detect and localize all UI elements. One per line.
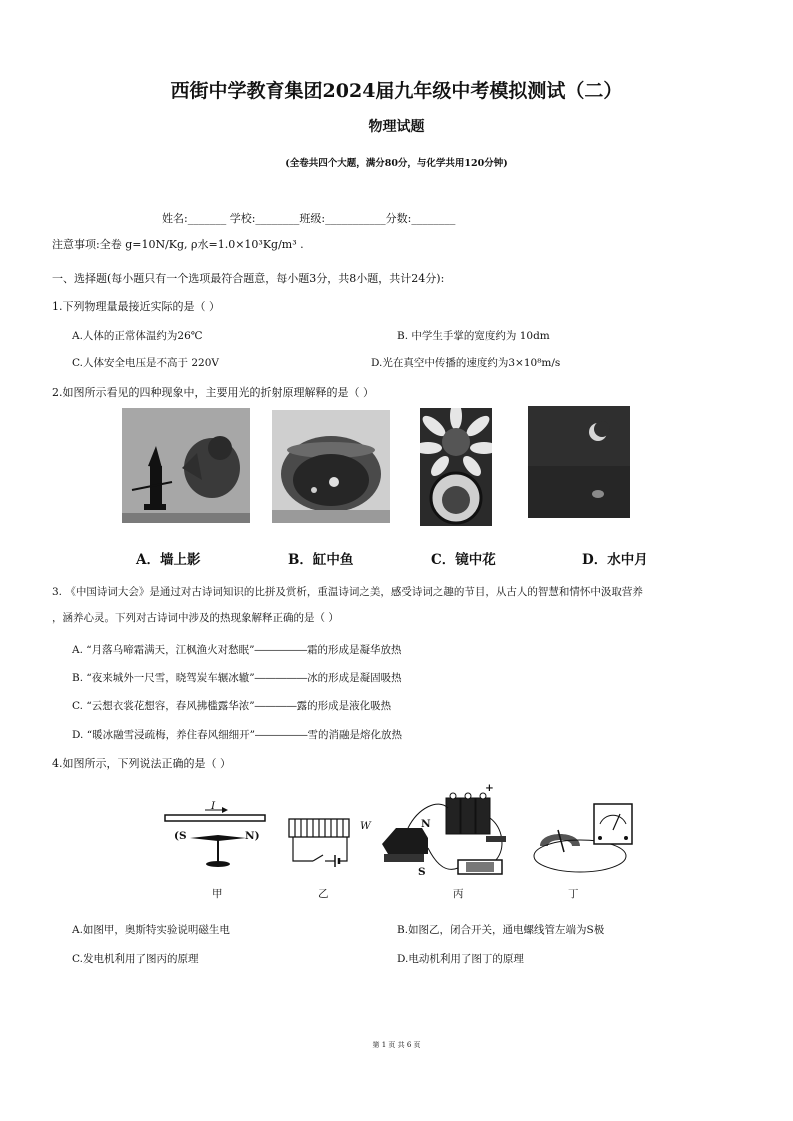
- label-plus: +: [485, 782, 494, 794]
- q4-stem: 4.如图所示，下列说法正确的是（ ）: [52, 757, 231, 770]
- q3-option-b: B. “夜来城外一尺雪，晓驾炭车辗冰辙”―――――冰的形成是凝固吸热: [72, 672, 402, 684]
- q3-stem-line2: ，涵养心灵。下列对古诗词中涉及的热现象解释正确的是（ ）: [52, 612, 339, 624]
- q4-option-a: A.如图甲，奥斯特实验说明磁生电: [72, 924, 230, 936]
- notice: 注意事项:全卷 g=10N/Kg, ρ水=1.0×10³Kg/m³ .: [52, 238, 304, 251]
- label-n-bing: N: [421, 818, 431, 830]
- q4-option-c: C.发电机利用了图丙的原理: [72, 953, 199, 965]
- photo-fish-bowl: [272, 410, 390, 523]
- fig-label-bing: 丙: [453, 888, 464, 900]
- photo-flower-mirror: [420, 408, 492, 526]
- label-s-pole-jia: (S: [174, 830, 187, 842]
- photo-wall-shadow: [122, 408, 250, 523]
- q2-stem: 2.如图所示看见的四种现象中，主要用光的折射原理解释的是（ ）: [52, 386, 374, 399]
- label-w: W: [360, 820, 371, 832]
- exam-subtitle: 物理试题: [368, 119, 425, 135]
- q3-option-a: A. “月落乌啼霜满天，江枫渔火对愁眠”―――――霜的形成是凝华放热: [72, 644, 402, 656]
- caption-d: D．水中月: [582, 552, 648, 568]
- fig-label-yi: 乙: [318, 888, 329, 900]
- q4-option-b: B.如图乙，闭合开关，通电螺线管左端为S极: [397, 924, 605, 936]
- caption-a: A．墙上影: [136, 552, 201, 568]
- q1-option-a: A.人体的正常体温约为26℃: [72, 330, 203, 342]
- label-current-i: I: [211, 800, 216, 812]
- figure-yi-solenoid: [285, 815, 365, 875]
- student-info-fields: 姓名:_______ 学校:________班级:___________分数:________: [162, 212, 456, 225]
- caption-c: C．镜中花: [431, 552, 496, 568]
- section-heading: 一、选择题(每小题只有一个选项最符合题意，每小题3分，共8小题，共计24分):: [52, 272, 445, 285]
- fig-label-ding: 丁: [568, 888, 579, 900]
- label-s-bing: S: [418, 866, 426, 878]
- q1-option-b: B. 中学生手掌的宽度约为 10dm: [397, 330, 550, 342]
- caption-b: B．缸中鱼: [288, 552, 354, 568]
- fig-label-jia: 甲: [212, 888, 223, 900]
- q1-option-d: D.光在真空中传播的速度约为3×10⁸m/s: [371, 357, 561, 369]
- q3-option-c: C. “云想衣裳花想容，春风拂槛露华浓”――――露的形成是液化吸热: [72, 700, 392, 712]
- q4-option-d: D.电动机利用了图丁的原理: [397, 953, 524, 965]
- q3-option-d: D. “暖冰融雪浸疏梅，养住春风细细开”―――――雪的消融是熔化放热: [72, 729, 402, 741]
- label-n-pole-jia: N): [245, 830, 260, 842]
- exam-title: 西街中学教育集团2024届九年级中考模拟测试（二）: [170, 80, 623, 102]
- photo-moon-water: [528, 406, 630, 518]
- figure-bing-motor: [378, 788, 513, 888]
- q1-option-c: C.人体安全电压是不高于 220V: [72, 357, 219, 369]
- figure-ding-galvanometer: [530, 800, 640, 880]
- q1-stem: 1.下列物理量最接近实际的是（ ）: [52, 300, 220, 313]
- exam-note: (全卷共四个大题，满分80分，与化学共用120分钟): [285, 158, 508, 169]
- page-footer: 第 1 页 共 6 页: [372, 1041, 421, 1049]
- q3-stem-line1: 3. 《中国诗词大会》是通过对古诗词知识的比拼及赏析，重温诗词之美，感受诗词之趣的节目，从古人的智慧和情怀中汲取营养: [52, 586, 643, 598]
